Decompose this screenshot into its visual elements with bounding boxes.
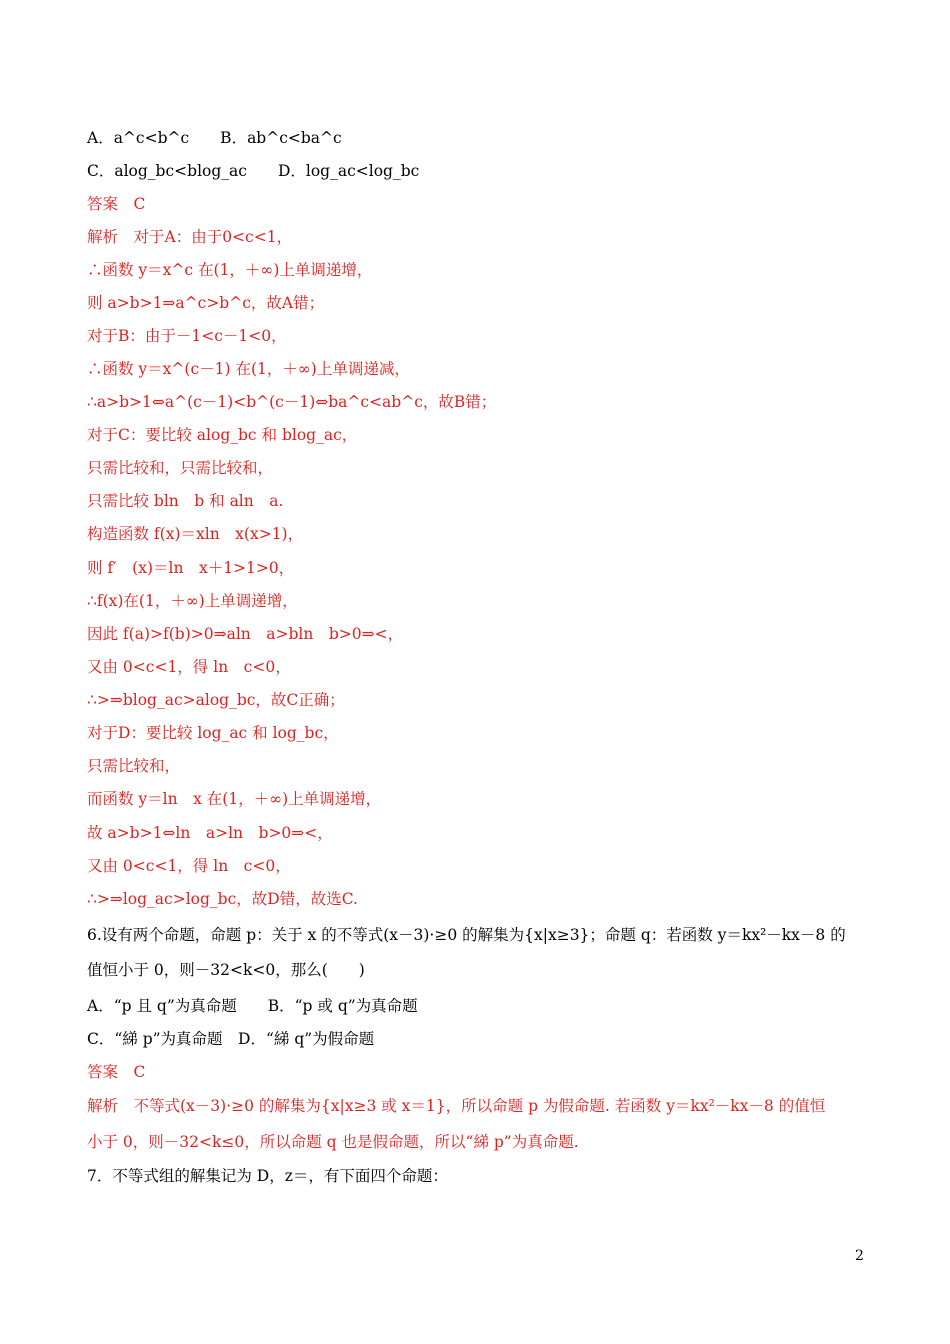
q5-analysis-line: 则 f′ (x)＝ln x＋1>1>0， [87, 559, 295, 577]
q6-stem-line-2: 值恒小于 0，则－32<k<0，那么( ) [87, 961, 365, 979]
q7-stem: 7．不等式组的解集记为 D，z＝，有下面四个命题： [87, 1167, 448, 1185]
q5-analysis-line: 又由 0<c<1，得 ln c<0， [87, 658, 291, 676]
q6-analysis-line-1: 解析 不等式(x－3)·≥0 的解集为{x|x≥3 或 x＝1}，所以命题 p 为假命题. 若函数 y＝kx²－kx－8 的值恒 [87, 1097, 826, 1115]
q5-analysis-line: ∴函数 y＝x^(c－1) 在(1，＋∞)上单调递减， [87, 360, 410, 378]
q5-analysis-line: 对于D：要比较 log_ac 和 log_bc， [87, 724, 339, 742]
q6-options-ab: A．“p 且 q”为真命题 B．“p 或 q”为真命题 [87, 997, 418, 1015]
q5-analysis-line: 则 a>b>1⇒a^c>b^c，故A错； [87, 294, 325, 312]
q6-analysis-line-2: 小于 0，则－32<k≤0，所以命题 q 也是假命题，所以“綈 p”为真命题. [87, 1133, 579, 1151]
q5-analysis-line: ∴>⇒log_ac>log_bc，故D错，故选C. [87, 890, 358, 908]
q5-analysis-line: ∴函数 y＝x^c 在(1，＋∞)上单调递增， [87, 261, 373, 279]
q5-analysis-line: 对于B：由于－1<c－1<0， [87, 327, 287, 345]
q5-analysis-line: 故 a>b>1⇔ln a>ln b>0⇒<， [87, 824, 333, 842]
q5-analysis-line: 只需比较和， [87, 757, 181, 775]
q5-answer: 答案 C [87, 195, 146, 213]
q5-analysis-line: ∴>⇒blog_ac>alog_bc，故C正确； [87, 691, 345, 709]
q5-analysis-line: 解析 对于A：由于0<c<1， [87, 228, 293, 246]
q5-analysis-line: 因此 f(a)>f(b)>0⇒aln a>bln b>0⇒<， [87, 625, 404, 643]
q5-analysis-line: 构造函数 f(x)＝xln x(x>1)， [87, 525, 304, 543]
q5-analysis-line: ∴a>b>1⇔a^(c－1)<b^(c－1)⇔ba^c<ab^c，故B错； [87, 393, 497, 411]
q5-options-cd: C．alog_bc<blog_ac D．log_ac<log_bc [87, 162, 420, 180]
q6-answer: 答案 C [87, 1063, 146, 1081]
q5-analysis-line: 对于C：要比较 alog_bc 和 blog_ac， [87, 426, 358, 444]
q6-stem-line-1: 6.设有两个命题，命题 p：关于 x 的不等式(x－3)·≥0 的解集为{x|x≥3}；命题 q：若函数 y＝kx²－kx－8 的 [87, 926, 846, 944]
q5-analysis-line: 又由 0<c<1，得 ln c<0， [87, 857, 291, 875]
q5-options-ab: A．a^c<b^c B．ab^c<ba^c [87, 129, 342, 147]
q5-analysis-line: 只需比较 bln b 和 aln a. [87, 492, 284, 510]
page-number: 2 [855, 1248, 864, 1264]
q5-analysis-line: ∴f(x)在(1，＋∞)上单调递增， [87, 592, 298, 610]
q6-options-cd: C．“綈 p”为真命题 D．“綈 q”为假命题 [87, 1030, 375, 1048]
q5-analysis-line: 只需比较和，只需比较和， [87, 459, 274, 477]
q5-analysis-line: 而函数 y＝ln x 在(1，＋∞)上单调递增， [87, 790, 382, 808]
